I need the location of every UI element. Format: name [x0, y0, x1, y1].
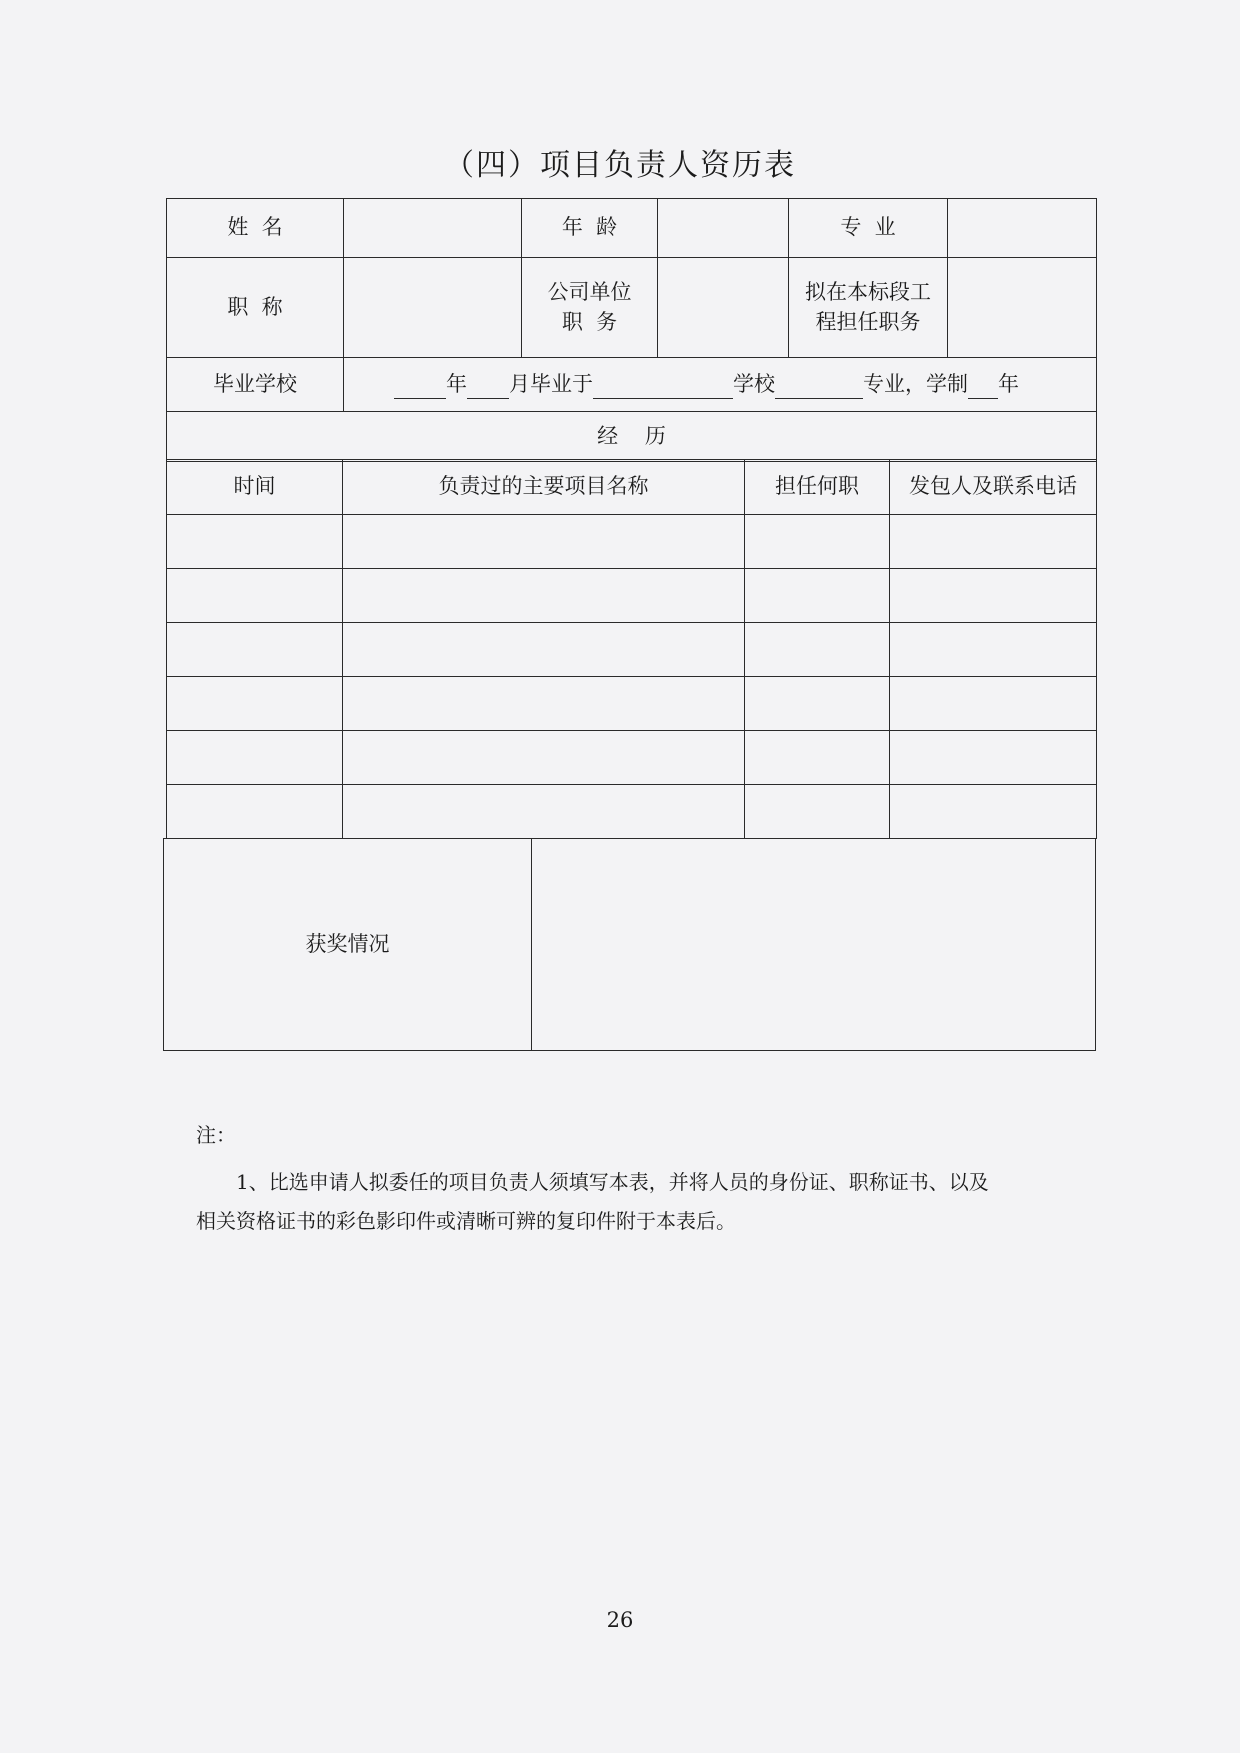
- contact-cell[interactable]: [890, 623, 1097, 677]
- contact-cell[interactable]: [890, 569, 1097, 623]
- contact-cell[interactable]: [890, 731, 1097, 785]
- project-cell[interactable]: [343, 623, 745, 677]
- col-project-name: 负责过的主要项目名称: [343, 460, 745, 515]
- project-cell[interactable]: [343, 569, 745, 623]
- major-value-cell[interactable]: [948, 199, 1097, 258]
- notes-line-1: 1、比选申请人拟委任的项目负责人须填写本表，并将人员的身份证、职称证书、以及: [236, 1170, 989, 1194]
- proposed-role-value-cell[interactable]: [948, 258, 1097, 358]
- experience-header: 经 历: [167, 412, 1097, 462]
- role-cell[interactable]: [745, 731, 890, 785]
- notes: [196, 1116, 1076, 1241]
- grad-month-blank[interactable]: [467, 376, 509, 399]
- contact-cell[interactable]: [890, 785, 1097, 839]
- age-label: 年 龄: [522, 199, 658, 258]
- col-role: 担任何职: [745, 460, 890, 515]
- grad-school-blank[interactable]: [593, 376, 733, 399]
- notes-line-2: 相关资格证书的彩色影印件或清晰可辨的复印件附于本表后。: [196, 1209, 736, 1233]
- grad-duration-blank[interactable]: [968, 376, 998, 399]
- project-cell[interactable]: [343, 731, 745, 785]
- experience-table: [166, 459, 1097, 839]
- school-label: 毕业学校: [167, 358, 344, 412]
- grad-month-text: 月毕业于: [509, 371, 593, 396]
- col-employer-contact: 发包人及联系电话: [890, 460, 1097, 515]
- grad-year-text: 年: [446, 371, 467, 396]
- col-time: 时间: [167, 460, 343, 515]
- name-value-cell[interactable]: [344, 199, 522, 258]
- award-table: [163, 838, 1096, 1051]
- age-value-cell[interactable]: [658, 199, 789, 258]
- project-cell[interactable]: [343, 515, 745, 569]
- table-row: [167, 731, 1097, 785]
- project-cell[interactable]: [343, 677, 745, 731]
- contact-cell[interactable]: [890, 515, 1097, 569]
- award-value-cell[interactable]: [532, 839, 1096, 1051]
- grad-end-text: 年: [998, 371, 1019, 396]
- time-cell[interactable]: [167, 677, 343, 731]
- company-position-line1: 公司单位: [547, 280, 632, 305]
- grad-school-text: 学校: [733, 371, 775, 396]
- time-cell[interactable]: [167, 731, 343, 785]
- title-label: 职 称: [167, 258, 344, 358]
- basic-info-table: [166, 198, 1097, 462]
- proposed-role-label: [789, 258, 948, 358]
- title-value-cell[interactable]: [344, 258, 522, 358]
- company-position-value-cell[interactable]: [658, 258, 789, 358]
- contact-cell[interactable]: [890, 677, 1097, 731]
- table-row: [167, 623, 1097, 677]
- table-row: [167, 569, 1097, 623]
- major-label: 专 业: [789, 199, 948, 258]
- table-row: [167, 515, 1097, 569]
- notes-heading: 注：: [196, 1123, 236, 1147]
- experience-column-headers: [167, 460, 1097, 515]
- page-number: 26: [606, 1608, 634, 1632]
- company-position-line2: 职 务: [561, 309, 618, 334]
- grad-major-blank[interactable]: [775, 376, 863, 399]
- award-label: 获奖情况: [164, 839, 532, 1051]
- grad-major-text: 专业，学制: [863, 371, 968, 396]
- time-cell[interactable]: [167, 569, 343, 623]
- proposed-role-line1: 拟在本标段工: [805, 280, 931, 305]
- role-cell[interactable]: [745, 785, 890, 839]
- role-cell[interactable]: [745, 569, 890, 623]
- name-label: 姓 名: [167, 199, 344, 258]
- role-cell[interactable]: [745, 677, 890, 731]
- table-row: [167, 677, 1097, 731]
- form-title: （四）项目负责人资历表: [444, 148, 796, 183]
- time-cell[interactable]: [167, 515, 343, 569]
- time-cell[interactable]: [167, 623, 343, 677]
- time-cell[interactable]: [167, 785, 343, 839]
- graduation-line: [344, 358, 1097, 412]
- proposed-role-line2: 程担任职务: [815, 309, 921, 334]
- company-position-label: [522, 258, 658, 358]
- grad-year-blank[interactable]: [394, 376, 446, 399]
- role-cell[interactable]: [745, 623, 890, 677]
- table-row: [167, 785, 1097, 839]
- project-cell[interactable]: [343, 785, 745, 839]
- role-cell[interactable]: [745, 515, 890, 569]
